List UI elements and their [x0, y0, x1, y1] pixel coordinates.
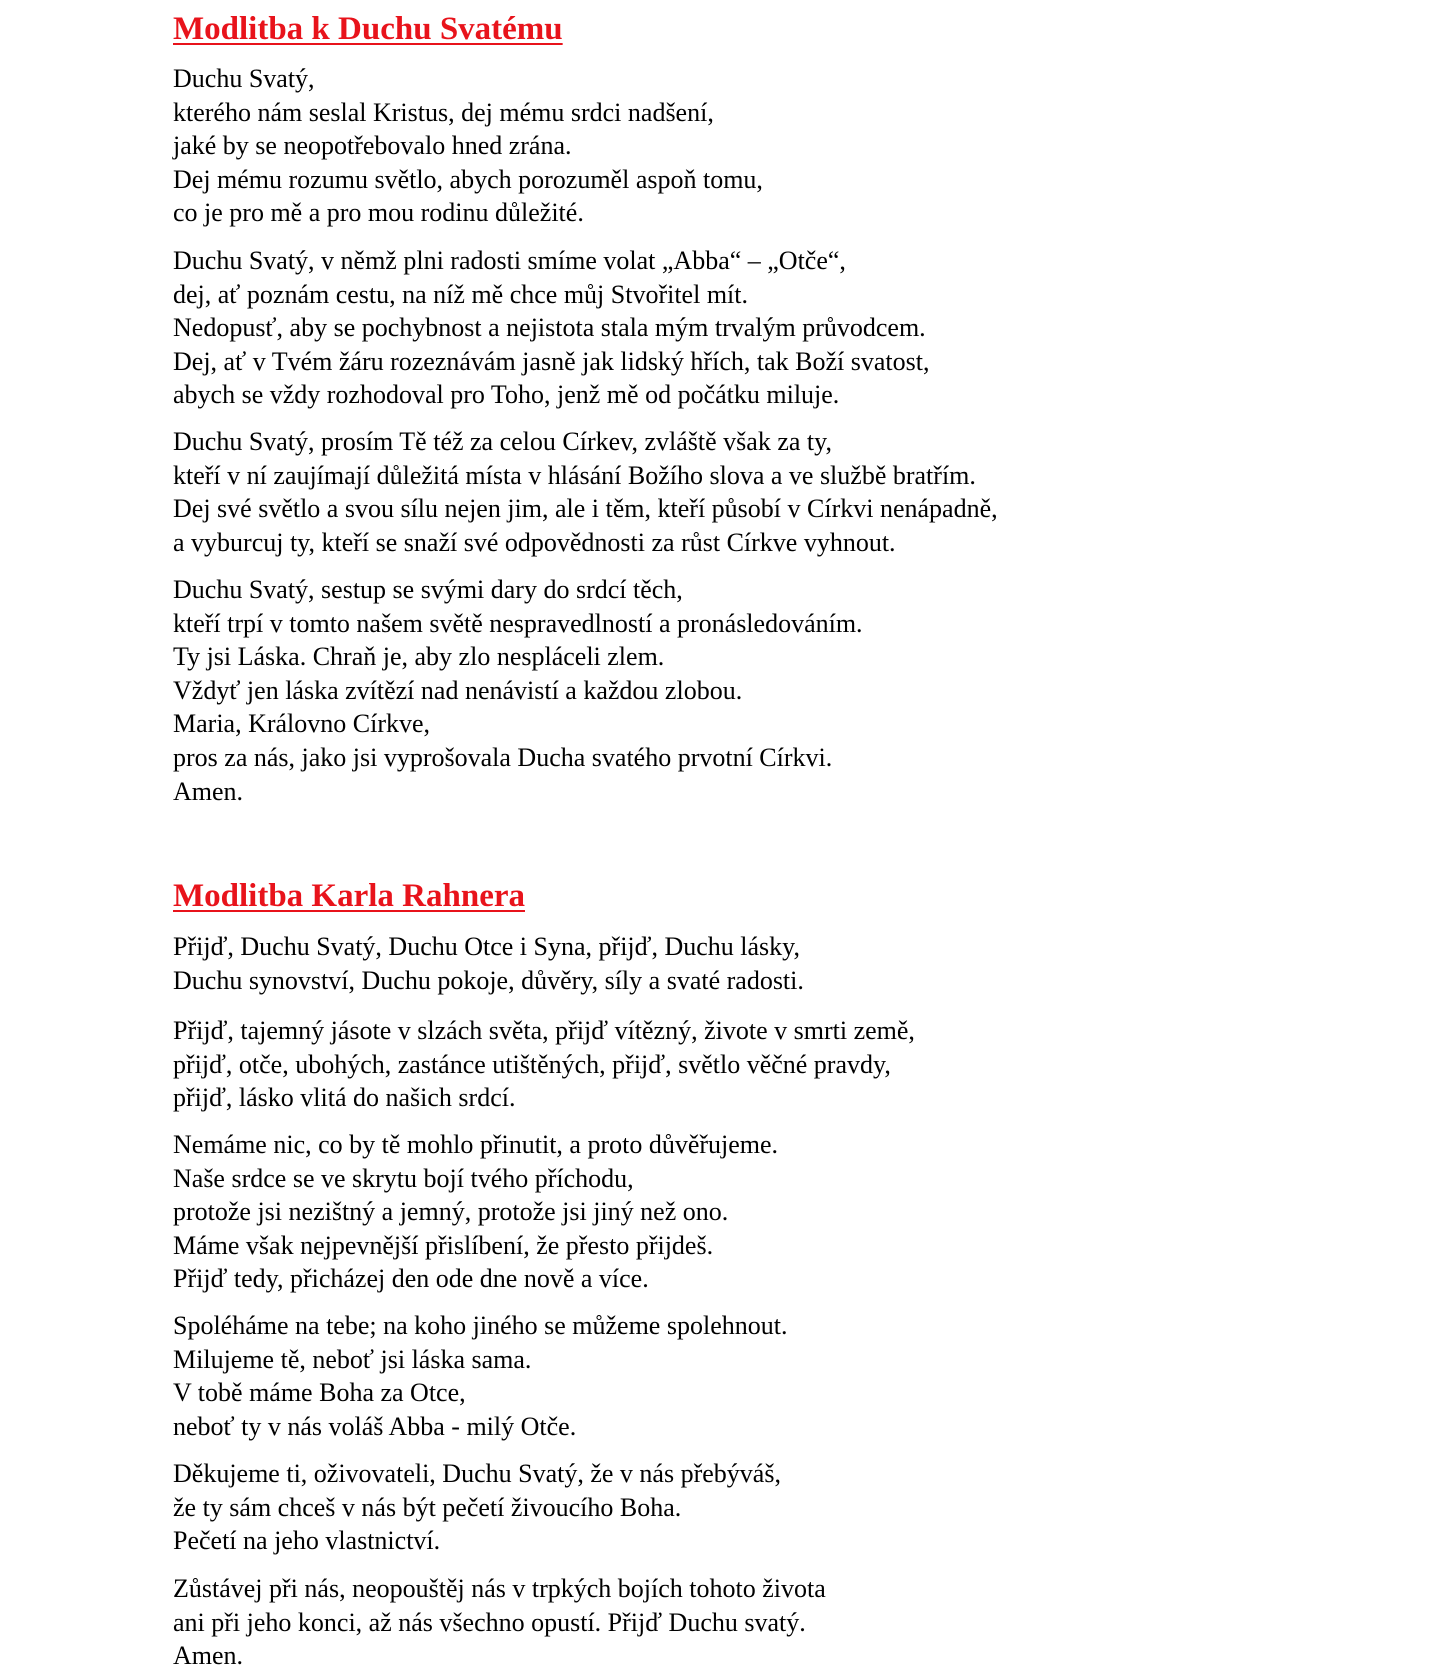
section-title-prayer-holy-spirit: Modlitba k Duchu Svatému: [173, 11, 563, 47]
text-line: kteří trpí v tomto našem světě nespravedlností a pronásledováním.: [173, 608, 863, 638]
text-line: Ty jsi Láska. Chraň je, aby zlo nespláceli zlem.: [173, 642, 665, 672]
text-line: kteří v ní zaujímají důležitá místa v hlásání Božího slova a ve službě bratřím.: [173, 460, 976, 490]
text-line: abych se vždy rozhodoval pro Toho, jenž mě od počátku miluje.: [173, 380, 840, 410]
text-line: a vyburcuj ty, kteří se snaží své odpovědnosti za růst Církve vyhnout.: [173, 527, 896, 557]
text-line: Dej mému rozumu světlo, abych porozuměl aspoň tomu,: [173, 164, 763, 194]
text-line: Amen.: [173, 776, 244, 806]
text-line: Dej své světlo a svou sílu nejen jim, ale i těm, kteří působí v Církvi nenápadně,: [173, 494, 998, 524]
paragraph: [173, 62, 763, 230]
text-line: že ty sám chceš v nás být pečetí živoucího Boha.: [173, 1492, 682, 1522]
text-line: Duchu Svatý, sestup se svými dary do srdcí těch,: [173, 575, 683, 604]
text-line: V tobě máme Boha za Otce,: [173, 1378, 466, 1408]
text-line: Přijď, tajemný jásote v slzách světa, přijď vítězný, živote v smrti země,: [173, 1016, 915, 1045]
text-line: Duchu Svatý,: [173, 64, 315, 93]
text-line: co je pro mě a pro mou rodinu důležité.: [173, 198, 584, 228]
text-line: neboť ty v nás voláš Abba - milý Otče.: [173, 1411, 577, 1441]
text-line: Přijď tedy, přicházej den ode dne nově a více.: [173, 1264, 649, 1294]
paragraph: [173, 1309, 787, 1443]
paragraph: [173, 930, 804, 997]
section-title-prayer-karl-rahner: Modlitba Karla Rahnera: [173, 878, 525, 914]
text-line: Nedopusť, aby se pochybnost a nejistota stala mým trvalým průvodcem.: [173, 313, 926, 343]
text-line: kterého nám seslal Kristus, dej mému srdci nadšení,: [173, 97, 714, 127]
text-line: Dej, ať v Tvém žáru rozeznávám jasně jak lidský hřích, tak Boží svatost,: [173, 346, 930, 376]
paragraph: [173, 1014, 915, 1115]
text-line: jaké by se neopotřebovalo hned zrána.: [173, 131, 572, 161]
text-line: Milujeme tě, neboť jsi láska sama.: [173, 1344, 532, 1374]
paragraph: [173, 1128, 778, 1296]
paragraph: [173, 425, 998, 559]
text-line: Máme však nejpevnější přislíbení, že přesto přijdeš.: [173, 1230, 714, 1260]
text-line: Přijď, Duchu Svatý, Duchu Otce i Syna, přijď, Duchu lásky,: [173, 932, 800, 961]
text-line: Nemáme nic, co by tě mohlo přinutit, a proto důvěřujeme.: [173, 1130, 779, 1159]
text-line: Zůstávej při nás, neopouštěj nás v trpkých bojích tohoto života: [173, 1574, 826, 1603]
paragraph: [173, 573, 863, 808]
text-line: ani při jeho konci, až nás všechno opustí. Přijď Duchu svatý.: [173, 1607, 806, 1637]
text-line: přijď, lásko vlitá do našich srdcí.: [173, 1083, 516, 1113]
text-line: Duchu Svatý, prosím Tě též za celou Církev, zvláště však za ty,: [173, 427, 832, 456]
text-line: Maria, Královno Církve,: [173, 709, 431, 739]
paragraph: [173, 244, 929, 412]
text-line: Děkujeme ti, oživovateli, Duchu Svatý, že v nás přebýváš,: [173, 1459, 781, 1488]
text-line: dej, ať poznám cestu, na níž mě chce můj Stvořitel mít.: [173, 279, 748, 309]
paragraph: [173, 1572, 826, 1673]
text-line: přijď, otče, ubohých, zastánce utištěných, přijď, světlo věčné pravdy,: [173, 1049, 891, 1079]
text-line: Amen.: [173, 1641, 244, 1671]
text-line: Duchu synovství, Duchu pokoje, důvěry, síly a svaté radosti.: [173, 965, 804, 995]
text-line: Naše srdce se ve skrytu bojí tvého příchodu,: [173, 1163, 634, 1193]
text-line: pros za nás, jako jsi vyprošovala Ducha svatého prvotní Církvi.: [173, 742, 833, 772]
text-line: Pečetí na jeho vlastnictví.: [173, 1526, 441, 1556]
text-line: Vždyť jen láska zvítězí nad nenávistí a každou zlobou.: [173, 675, 743, 705]
text-line: protože jsi nezištný a jemný, protože jsi jiný než ono.: [173, 1197, 729, 1227]
text-line: Spoléháme na tebe; na koho jiného se můžeme spolehnout.: [173, 1311, 788, 1340]
text-line: Duchu Svatý, v němž plni radosti smíme volat „Abba“ – „Otče“,: [173, 246, 846, 275]
paragraph: [173, 1457, 781, 1558]
